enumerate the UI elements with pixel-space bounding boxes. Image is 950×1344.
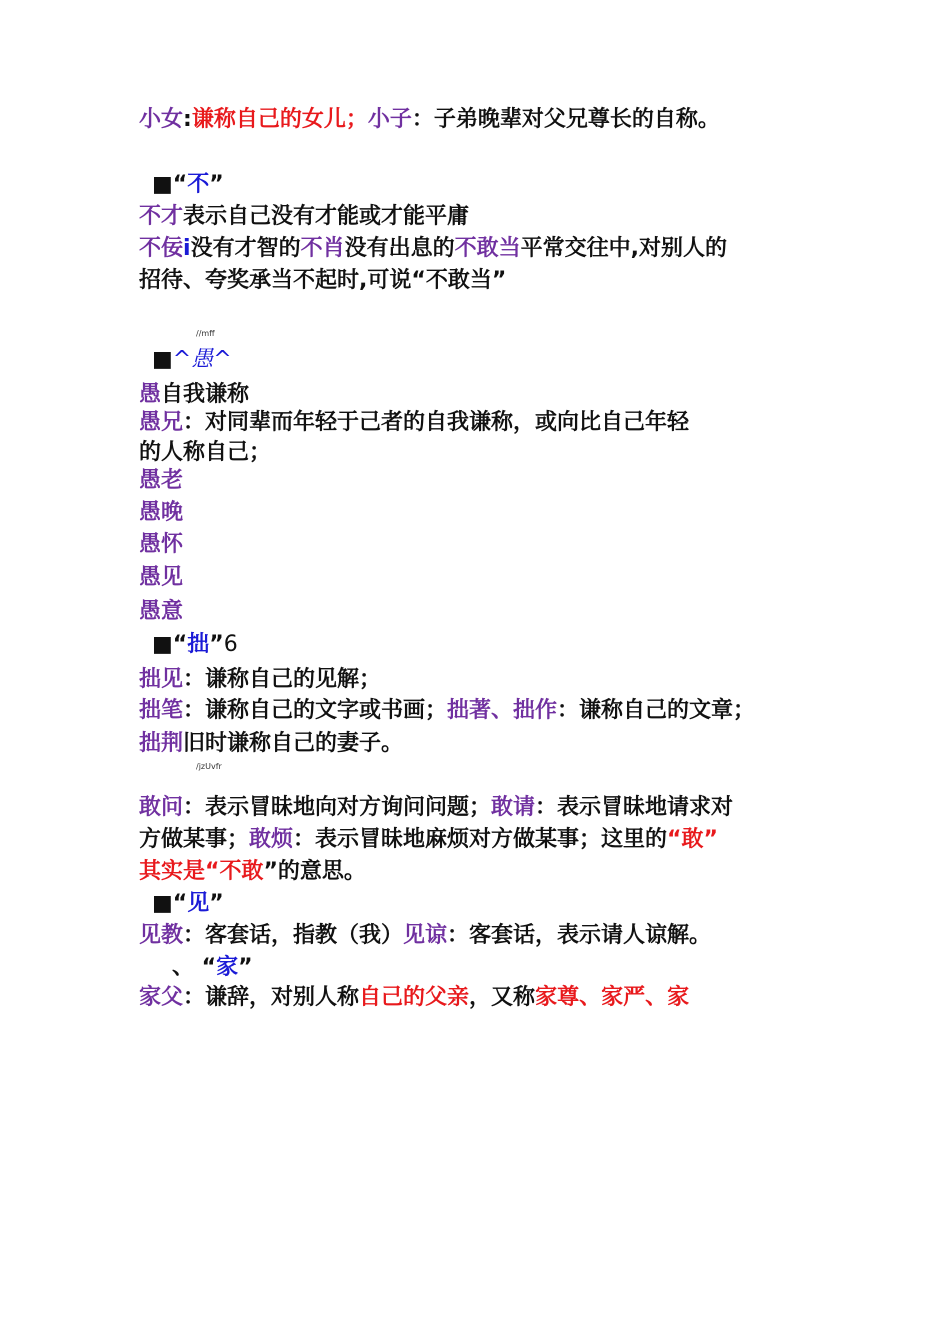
text-line-l3: [139, 202, 469, 232]
text-line-l7: [139, 380, 249, 410]
text-line-l19: [139, 793, 733, 823]
text-segment: ：表示冒昧地向对方询问问题；: [183, 795, 492, 820]
text-line-l10: [139, 466, 183, 496]
text-segment: 其实是“不敢: [139, 859, 264, 884]
text-line-l25: [139, 983, 689, 1013]
text-segment: 、 “: [172, 955, 217, 980]
text-segment: 愚怀: [139, 532, 184, 557]
text-segment: ，又称: [469, 985, 536, 1010]
text-segment: 拙荆: [139, 731, 184, 756]
text-segment: ■“: [152, 891, 188, 916]
text-segment: i: [183, 236, 191, 261]
text-line-l9: [139, 438, 271, 468]
small-annotation-s1: //mff: [196, 329, 215, 338]
text-segment: ：客套话，指教（我）: [183, 923, 404, 948]
text-segment: 拙著、拙作: [447, 698, 558, 723]
text-segment: 招待、夸奖承当不起时,可说“不敢当”: [139, 268, 507, 293]
text-segment: ：对同辈而年轻于己者的自我谦称，或向比自己年轻: [183, 410, 690, 435]
text-segment: 旧时谦称自己的妻子。: [183, 731, 404, 756]
text-segment: 家尊、家严、家: [535, 985, 690, 1010]
text-segment: 敢烦: [249, 827, 294, 852]
text-segment: 小子: [367, 107, 412, 132]
text-segment: ^愚^: [172, 347, 232, 372]
text-segment: ■: [152, 347, 173, 372]
text-line-l21: [139, 857, 366, 887]
text-segment: 拙笔: [139, 698, 184, 723]
text-segment: “敢”: [667, 827, 718, 852]
text-segment: ：谦称自己的见解；: [183, 667, 382, 692]
text-line-l20: [139, 825, 718, 855]
text-line-l15: [152, 630, 238, 660]
text-segment: 不: [187, 172, 210, 197]
text-line-l2: [152, 170, 224, 200]
small-annotation-s2: /jzUvfr: [196, 762, 222, 771]
text-segment: :: [183, 107, 192, 132]
text-segment: ”的意思。: [263, 859, 366, 884]
text-line-l4: [139, 234, 727, 264]
text-segment: ”: [209, 891, 224, 916]
text-line-l16: [139, 665, 381, 695]
text-segment: ”: [209, 172, 224, 197]
text-segment: ：谦称自己的文章；: [557, 698, 756, 723]
text-line-l22: [152, 889, 224, 919]
text-segment: 家: [216, 955, 239, 980]
text-line-l17: [139, 696, 755, 726]
text-segment: ”: [238, 955, 253, 980]
text-segment: ：谦辞，对别人称: [183, 985, 360, 1010]
text-segment: 不肖: [300, 236, 345, 261]
text-segment: ■“: [152, 632, 188, 657]
text-segment: ：客套话，表示请人谅解。: [447, 923, 712, 948]
text-segment: 愚晚: [139, 500, 184, 525]
text-segment: 见: [187, 891, 210, 916]
text-segment: 6: [223, 632, 238, 657]
text-segment: 谦称自己的女儿；: [191, 107, 368, 132]
text-segment: ■“: [152, 172, 188, 197]
text-segment: ”: [209, 632, 224, 657]
text-segment: 拙见: [139, 667, 184, 692]
text-segment: 见谅: [403, 923, 448, 948]
text-segment: ：子弟晚辈对父兄尊长的自称。: [411, 107, 720, 132]
text-segment: 没有才智的: [190, 236, 301, 261]
text-line-l12: [139, 530, 183, 560]
text-segment: 愚见: [139, 565, 184, 590]
text-segment: 不才: [139, 204, 184, 229]
text-line-l18: [139, 729, 403, 759]
text-segment: 不佞: [139, 236, 184, 261]
text-segment: 不敢当: [454, 236, 521, 261]
text-segment: 的人称自己；: [139, 440, 272, 465]
text-segment: 愚兄: [139, 410, 184, 435]
text-segment: 方做某事；: [139, 827, 250, 852]
text-line-l6: [152, 345, 232, 375]
text-line-l23: [139, 921, 711, 951]
text-line-l1: [139, 105, 720, 135]
text-line-l14: [139, 597, 183, 627]
text-line-l13: [139, 563, 183, 593]
text-segment: 自己的父亲: [359, 985, 470, 1010]
text-segment: 敢问: [139, 795, 184, 820]
text-line-l8: [139, 408, 689, 438]
text-line-l24: [172, 953, 253, 983]
text-segment: 自我谦称: [161, 382, 250, 407]
text-segment: 表示自己没有才能或才能平庸: [183, 204, 470, 229]
text-segment: ：谦称自己的文字或书画；: [183, 698, 448, 723]
text-line-l11: [139, 498, 183, 528]
text-segment: 敢请: [491, 795, 536, 820]
text-segment: 拙: [187, 632, 210, 657]
text-segment: 愚意: [139, 599, 184, 624]
text-line-l5: [139, 266, 506, 296]
text-segment: ：表示冒昧地麻烦对方做某事；这里的: [293, 827, 668, 852]
text-segment: 愚: [139, 382, 162, 407]
text-segment: ：表示冒昧地请求对: [535, 795, 734, 820]
text-segment: 见教: [139, 923, 184, 948]
text-segment: 没有出息的: [344, 236, 455, 261]
text-segment: 家父: [139, 985, 184, 1010]
text-segment: 愚老: [139, 468, 184, 493]
text-segment: 平常交往中,对别人的: [520, 236, 727, 261]
text-segment: 小女: [139, 107, 184, 132]
